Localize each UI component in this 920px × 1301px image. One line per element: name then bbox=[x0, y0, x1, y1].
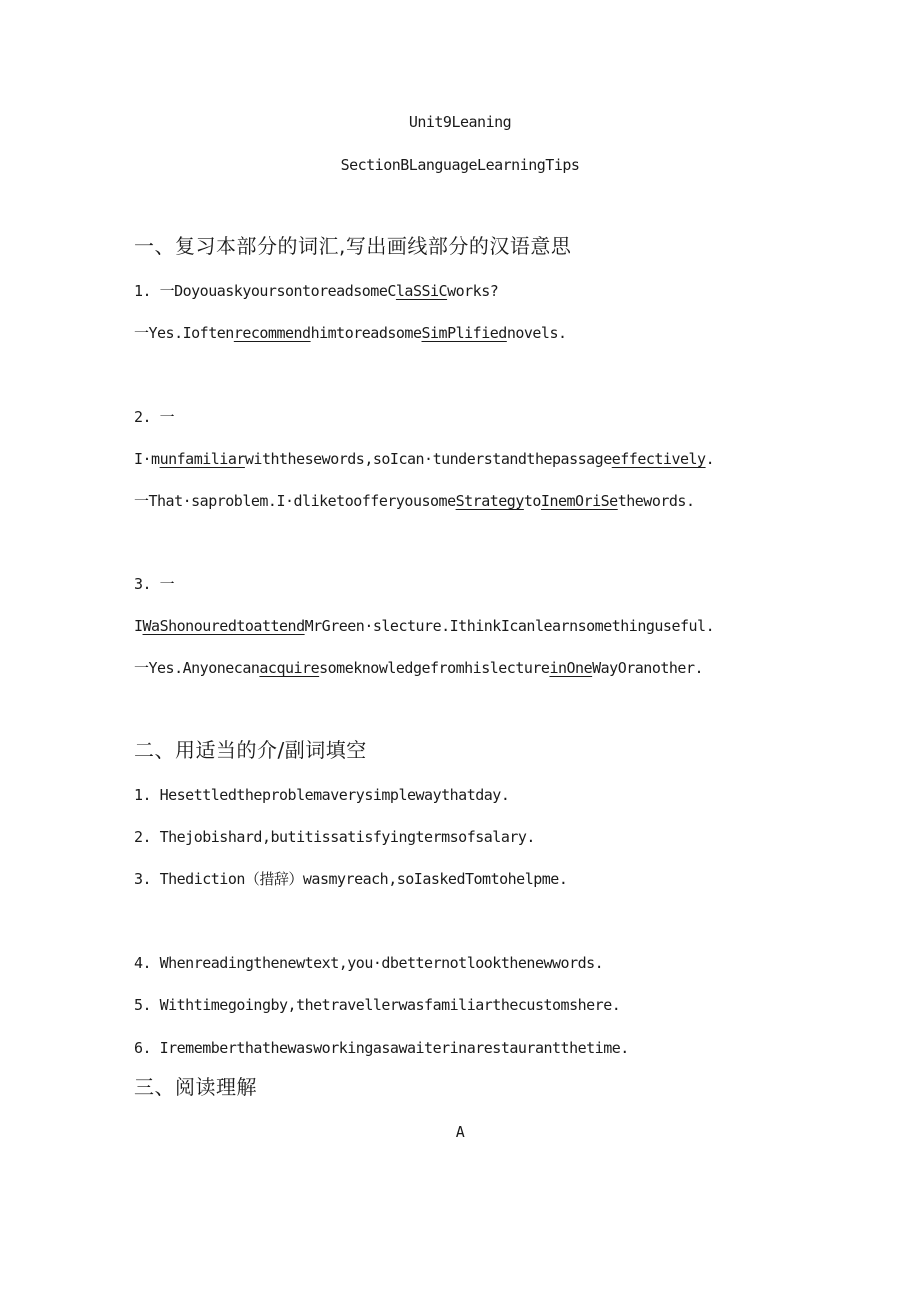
q2-b-text2: withthesewords,soIcan·tunderstandthepassage bbox=[244, 450, 612, 468]
q1-b-text3: novels. bbox=[506, 324, 567, 342]
fill-item-2: 2. Thejobishard,butitissatisfyingtermsofsalary. bbox=[134, 828, 535, 846]
q2-c-underlined2: InemOriSe bbox=[540, 492, 618, 510]
q1-b-underlined2: SimPlified bbox=[421, 324, 507, 342]
q3-b-text2: MrGreen·slecture.IthinkIcanlearnsomethinguseful. bbox=[304, 617, 715, 635]
document-title: Unit9Leaning bbox=[408, 113, 512, 131]
q2-line-c bbox=[134, 491, 694, 511]
q1-a-underlined: laSSiC bbox=[395, 282, 448, 300]
q2-c-text1: 一That·saproblem.I·dliketoofferyousome bbox=[134, 492, 456, 510]
section1-heading: 一、复习本部分的词汇,写出画线部分的汉语意思 bbox=[134, 234, 572, 258]
q1-line-a bbox=[134, 281, 498, 301]
q2-c-text3: thewords. bbox=[617, 492, 695, 510]
q1-a-text2: works? bbox=[447, 282, 499, 300]
q3-line-c bbox=[134, 658, 703, 678]
q1-a-text1: 1. 一DoyouaskyoursontoreadsomeC bbox=[134, 282, 396, 300]
q2-b-text3: . bbox=[705, 450, 715, 468]
passage-label: A bbox=[455, 1123, 465, 1141]
q3-c-text1: 一Yes.Anyonecan bbox=[134, 659, 260, 677]
fill-item-4: 4. Whenreadingthenewtext,you·dbetternotlookthenewwords. bbox=[134, 954, 604, 972]
q1-line-b bbox=[134, 323, 567, 343]
q2-c-text2: to bbox=[523, 492, 541, 510]
q2-b-underlined2: effectively bbox=[611, 450, 706, 468]
q2-c-underlined1: Strategy bbox=[455, 492, 524, 510]
q1-b-text1: 一Yes.Ioften bbox=[134, 324, 234, 342]
q1-b-text2: himtoreadsome bbox=[310, 324, 422, 342]
q1-b-underlined1: recommend bbox=[233, 324, 311, 342]
q2-b-text1: I·m bbox=[134, 450, 160, 468]
q3-c-text3: WayOranother. bbox=[592, 659, 704, 677]
fill-item-6: 6. Irememberthathewasworkingasawaiterinarestaurantthetime. bbox=[134, 1039, 629, 1057]
fill-item-5: 5. Withtimegoingby,thetravellerwasfamiliarthecustomshere. bbox=[134, 996, 621, 1014]
q3-c-text2: someknowledgefromhislecture bbox=[319, 659, 550, 677]
fill-item-1: 1. Hesettledtheproblemaverysimplewaythatday. bbox=[134, 786, 510, 804]
q3-line-b bbox=[134, 616, 714, 636]
document-subtitle: SectionBLanguageLearningTips bbox=[340, 156, 580, 174]
q3-c-underlined2: inOne bbox=[549, 659, 593, 677]
q3-line-a: 3. 一 bbox=[134, 575, 175, 593]
q2-line-b bbox=[134, 449, 714, 469]
q2-b-underlined1: unfamiliar bbox=[159, 450, 245, 468]
fill-item-3: 3. Thediction（措辞）wasmyreach,soIaskedTomtohelpme. bbox=[134, 870, 568, 888]
q3-c-underlined1: acquire bbox=[259, 659, 320, 677]
q2-line-a: 2. 一 bbox=[134, 408, 175, 426]
section3-heading: 三、阅读理解 bbox=[134, 1075, 257, 1099]
q3-b-underlined: WaShonouredtoattend bbox=[142, 617, 305, 635]
section2-heading: 二、用适当的介/副词填空 bbox=[134, 738, 367, 762]
q3-b-text1: I bbox=[134, 617, 143, 635]
